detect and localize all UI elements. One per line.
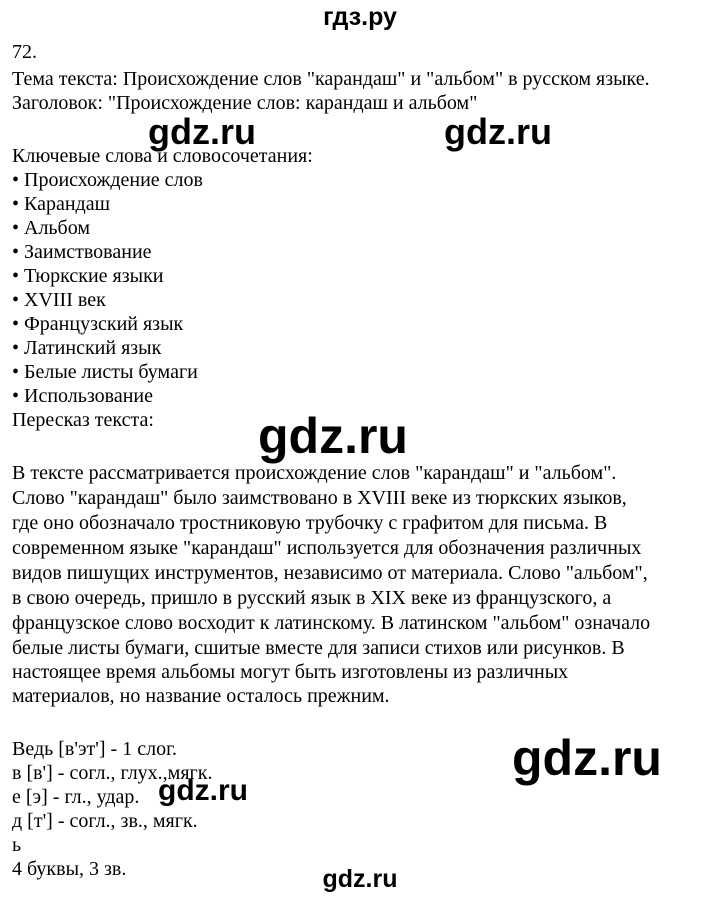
keyword-item: • Карандаш xyxy=(12,193,110,215)
retelling-line: В тексте рассматривается происхождение слов "карандаш" и "альбом". xyxy=(12,462,617,484)
keyword-item: • Заимствование xyxy=(12,241,152,263)
site-header: гдз.ру xyxy=(323,3,397,31)
watermark: gdz.ru xyxy=(444,111,552,152)
text-title: Заголовок: "Происхождение слов: карандаш и альбом" xyxy=(12,92,478,114)
retelling-line: французское слово восходит к латинскому. В латинском "альбом" означало xyxy=(12,612,651,634)
retelling-line: белые листы бумаги, сшитые вместе для записи стихов или рисунков. В xyxy=(12,637,625,659)
keyword-item: • Происхождение слов xyxy=(12,169,203,191)
retelling-line: в свою очередь, пришло в русский язык в XIX веке из французского, а xyxy=(12,587,612,609)
keyword-item: • Французский язык xyxy=(12,313,184,335)
text-topic: Тема текста: Происхождение слов "карандаш" и "альбом" в русском языке. xyxy=(12,68,650,90)
watermark: gdz.ru xyxy=(148,111,256,152)
retelling-line: Слово "карандаш" было заимствовано в XVIII веке из тюркских языков, xyxy=(12,487,627,509)
retelling-line: где оно обозначало тростниковую трубочку с графитом для письма. В xyxy=(12,512,608,534)
exercise-number: 72. xyxy=(12,41,37,63)
keyword-item: • Белые листы бумаги xyxy=(12,361,198,383)
retelling-line: современном языке "карандаш" используется для обозначения различных xyxy=(12,537,642,559)
phonetics-line: е [э] - гл., удар. xyxy=(12,786,140,808)
keyword-item: • Латинский язык xyxy=(12,337,162,359)
site-footer: gdz.ru xyxy=(322,865,398,893)
phonetics-line: Ведь [в'эт'] - 1 слог. xyxy=(12,738,178,760)
keyword-item: • Альбом xyxy=(12,217,90,239)
retelling-heading: Пересказ текста: xyxy=(12,409,154,431)
phonetics-line: в [в'] - согл., глух.,мягк. xyxy=(12,762,213,784)
phonetics-line: ь xyxy=(12,834,22,856)
keywords-heading: Ключевые слова и словосочетания: xyxy=(12,145,313,167)
keyword-item: • Тюркские языки xyxy=(12,265,164,287)
retelling-line: настоящее время альбомы могут быть изготовлены из различных xyxy=(12,661,569,683)
phonetics-line: 4 буквы, 3 зв. xyxy=(12,858,127,880)
keyword-item: • Использование xyxy=(12,385,153,407)
watermark: gdz.ru xyxy=(258,408,408,464)
keyword-item: • XVIII век xyxy=(12,289,106,311)
phonetics-line: д [т'] - согл., зв., мягк. xyxy=(12,810,198,832)
watermark: gdz.ru xyxy=(512,730,662,786)
retelling-line: видов пишущих инструментов, независимо от материала. Слово "альбом", xyxy=(12,562,648,584)
retelling-line: материалов, но название осталось прежним. xyxy=(12,685,390,707)
watermark: gdz.ru xyxy=(158,774,248,807)
